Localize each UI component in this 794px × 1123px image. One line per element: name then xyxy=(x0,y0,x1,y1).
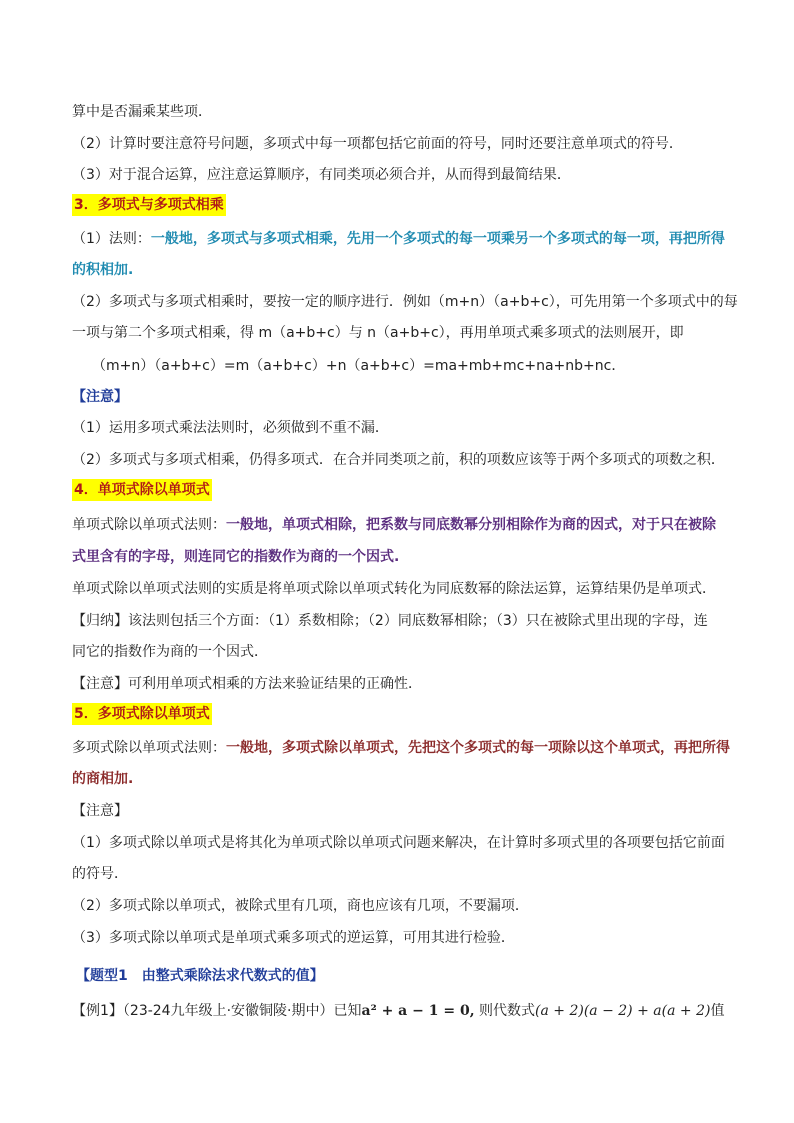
text-line: （2）多项式与多项式相乘时，要按一定的顺序进行．例如（m+n）（a+b+c），可先用第一个多项式中的每 xyxy=(72,294,738,310)
example-line xyxy=(72,1001,724,1021)
text-line: 一项与第二个多项式相乘，得 m（a+b+c）与 n（a+b+c），再用单项式乘多项式的法则展开，即 xyxy=(72,325,684,341)
rule-line xyxy=(72,738,730,758)
text-line: 同它的指数作为商的一个因式． xyxy=(72,644,268,660)
rule-text: 式里含有的字母，则连同它的指数作为商的一个因式. xyxy=(72,549,400,565)
rule-prefix: （1）法则： xyxy=(72,231,151,247)
text-line: （3）多项式除以单项式是单项式乘多项式的逆运算，可用其进行检验． xyxy=(72,930,515,946)
example-equation: a² + a − 1 = 0, xyxy=(361,1003,475,1019)
rule-line xyxy=(72,229,725,249)
text-line: 【归纳】该法则包括三个方面：（1）系数相除；（2）同底数幂相除；（3）只在被除式里出现的字母，连 xyxy=(72,613,708,629)
text-line: 单项式除以单项式法则的实质是将单项式除以单项式转化为同底数幂的除法运算，运算结果仍是单项式． xyxy=(72,581,716,597)
example-suffix: 值 xyxy=(710,1003,725,1019)
text-line: 【注意】可利用单项式相乘的方法来验证结果的正确性． xyxy=(72,676,422,692)
text-line: （2）多项式与多项式相乘，仍得多项式．在合并同类项之前，积的项数应该等于两个多项式的项数之积． xyxy=(72,452,725,468)
text-line: （1）运用多项式乘法法则时，必须做到不重不漏． xyxy=(72,420,389,436)
rule-text: 一般地，多项式除以单项式，先把这个多项式的每一项除以这个单项式，再把所得 xyxy=(226,740,730,756)
text-line: （3）对于混合运算，应注意运算顺序，有同类项必须合并，从而得到最简结果． xyxy=(72,167,571,183)
rule-line xyxy=(72,515,716,535)
rule-text: 一般地，多项式与多项式相乘，先用一个多项式的每一项乘另一个多项式的每一项，再把所得 xyxy=(150,231,725,247)
example-prefix: 【例1】（23-24九年级上·安徽铜陵·期中）已知 xyxy=(72,1003,362,1019)
section-heading-4: 4．单项式除以单项式 xyxy=(72,479,212,501)
rule-text: 一般地，单项式相除，把系数与同底数幂分别相除作为商的因式，对于只在被除 xyxy=(226,517,716,533)
formula-line: （m+n）（a+b+c）=m（a+b+c）+n（a+b+c）=ma+mb+mc+na+nb+nc． xyxy=(92,358,626,374)
question-type-heading: 【题型1 由整式乘除法求代数式的值】 xyxy=(76,968,324,984)
text-line: （1）多项式除以单项式是将其化为单项式除以单项式问题来解决，在计算时多项式里的各项要包括它前面 xyxy=(72,835,725,851)
rule-text: 的积相加. xyxy=(72,262,134,278)
section-heading-5: 5．多项式除以单项式 xyxy=(72,703,212,725)
text-line: （2）计算时要注意符号问题，多项式中每一项都包括它前面的符号，同时还要注意单项式的符号． xyxy=(72,136,683,152)
rule-prefix: 单项式除以单项式法则： xyxy=(72,517,226,533)
text-line: 的符号． xyxy=(72,866,128,882)
note-label: 【注意】 xyxy=(72,803,128,819)
rule-prefix: 多项式除以单项式法则： xyxy=(72,740,226,756)
text-line: 算中是否漏乘某些项． xyxy=(72,104,212,120)
example-expression: (a + 2)(a − 2) + a(a + 2) xyxy=(535,1003,711,1019)
note-label: 【注意】 xyxy=(72,389,128,405)
section-heading-3: 3．多项式与多项式相乘 xyxy=(72,194,226,216)
example-mid: 则代数式 xyxy=(474,1003,536,1019)
rule-text: 的商相加. xyxy=(72,771,134,787)
text-line: （2）多项式除以单项式，被除式里有几项，商也应该有几项，不要漏项． xyxy=(72,898,529,914)
